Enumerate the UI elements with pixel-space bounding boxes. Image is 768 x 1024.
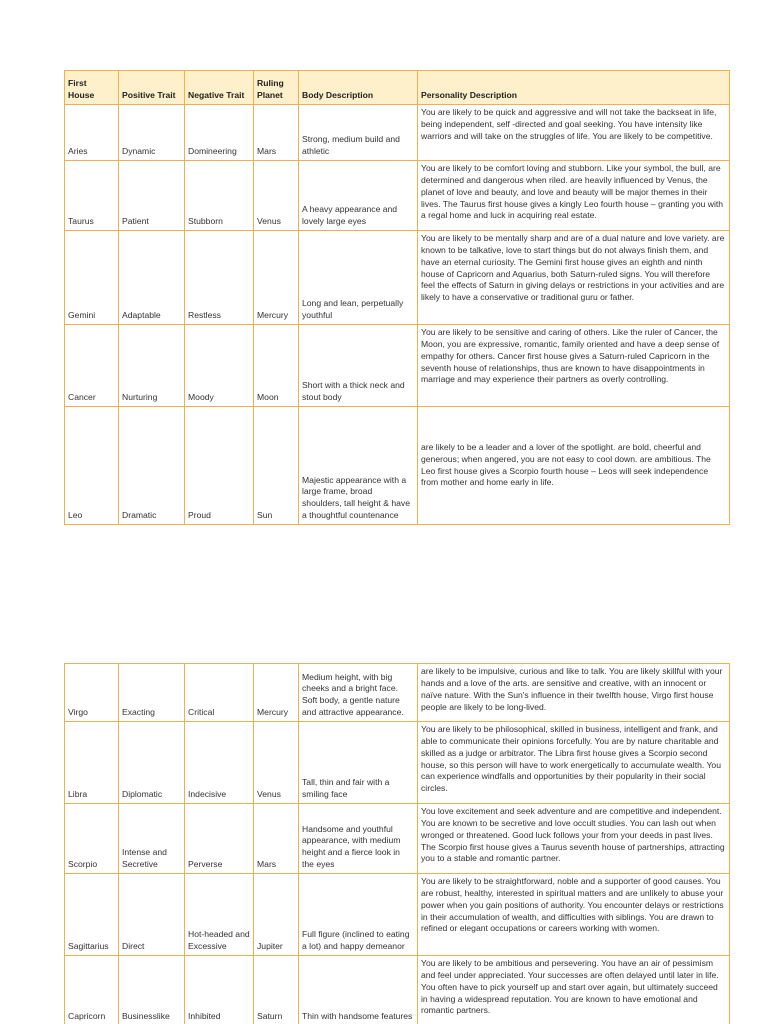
positive-trait-cell: Direct [119,874,185,956]
header-first-house: First House [65,71,119,105]
house-cell: Capricorn [65,956,119,1024]
house-cell: Sagittarius [65,874,119,956]
table-row [65,874,730,956]
header-positive-trait: Positive Trait [119,71,185,105]
house-cell: Gemini [65,231,119,325]
zodiac-table-top [64,70,730,525]
positive-trait-cell: Exacting [119,664,185,722]
positive-trait-cell: Diplomatic [119,722,185,804]
header-ruling-planet: Ruling Planet [254,71,299,105]
house-cell: Libra [65,722,119,804]
body-description-cell: Medium height, with big cheeks and a bright face. Soft body, a gentle nature and attractive appearance. [299,664,418,722]
header-body-description: Body Description [299,71,418,105]
positive-trait-cell: Businesslike [119,956,185,1024]
positive-trait-cell: Patient [119,161,185,231]
ruling-planet-cell: Mars [254,804,299,874]
personality-description-cell: You are likely to be straightforward, noble and a supporter of good causes. You are robust, healthy, interested in spiritual matters and are unlikely to abuse your power when you gain positions of authority. You encounter delays or restrictions in their accumulation of wealth, and difficulties with siblings. You are drawn to refined or elegant occupations or careers working with women. [418,874,730,956]
negative-trait-cell: Restless [185,231,254,325]
table-row [65,407,730,525]
negative-trait-cell: Indecisive [185,722,254,804]
positive-trait-cell: Dramatic [119,407,185,525]
ruling-planet-cell: Moon [254,325,299,407]
body-description-cell: Strong, medium build and athletic [299,105,418,161]
personality-description-cell: You are likely to be mentally sharp and are of a dual nature and love variety. are known to be talkative, love to start things but do not always finish them, and have an eternal curiosity. The Gemini first house gives an eighth and ninth house of Capricorn and Aquarius, both Saturn-ruled signs. You will therefore feel the effects of Saturn in giving delays or restrictions in your activities and are likely to have a conservative or traditional guru or father. [418,231,730,325]
negative-trait-cell: Inhibited [185,956,254,1024]
negative-trait-cell: Stubborn [185,161,254,231]
personality-description-cell: You are likely to be comfort loving and stubborn. Like your symbol, the bull, are determined and dangerous when riled. are heavily influenced by Venus, the planet of love and beauty, and love and beauty will be major themes in their lives. The Taurus first house gives a kingly Leo fourth house – granting you with a regal home and luck in acquiring real estate. [418,161,730,231]
table-row [65,231,730,325]
positive-trait-cell: Nurturing [119,325,185,407]
house-cell: Cancer [65,325,119,407]
personality-description-cell: are likely to be a leader and a lover of the spotlight. are bold, cheerful and generous; when angered, you are not easy to cool down. are ambitious. The Leo first house gives a Scorpio fourth house – Leos will seek independence from mother and home early in life. [418,407,730,525]
negative-trait-cell: Domineering [185,105,254,161]
house-cell: Aries [65,105,119,161]
house-cell: Taurus [65,161,119,231]
body-description-cell: Majestic appearance with a large frame, broad shoulders, tall height & have a thoughtful countenance [299,407,418,525]
personality-description-cell: You are likely to be philosophical, skilled in business, intelligent and frank, and able to communicate their opinions forcefully. You are by nature charitable and skilled as a judge or arbitrator. The Libra first house gives a Scorpio second house, so this person will have to work energetically to accumulate wealth. You can experience windfalls and opportunities by their popularity in their social circles. [418,722,730,804]
ruling-planet-cell: Sun [254,407,299,525]
negative-trait-cell: Critical [185,664,254,722]
house-cell: Virgo [65,664,119,722]
body-description-cell: Tall, thin and fair with a smiling face [299,722,418,804]
positive-trait-cell: Dynamic [119,105,185,161]
header-personality-description: Personality Description [418,71,730,105]
ruling-planet-cell: Venus [254,722,299,804]
ruling-planet-cell: Venus [254,161,299,231]
body-description-cell: Handsome and youthful appearance, with medium height and a fierce look in the eyes [299,804,418,874]
table-row [65,161,730,231]
positive-trait-cell: Intense and Secretive [119,804,185,874]
body-description-cell: Full figure (inclined to eating a lot) and happy demeanor [299,874,418,956]
table-row [65,722,730,804]
body-description-cell: Short with a thick neck and stout body [299,325,418,407]
header-negative-trait: Negative Trait [185,71,254,105]
house-cell: Leo [65,407,119,525]
negative-trait-cell: Moody [185,325,254,407]
ruling-planet-cell: Mars [254,105,299,161]
personality-description-cell: are likely to be impulsive, curious and like to talk. You are likely skillful with your hands and a love of the arts. are sensitive and creative, with an innocent or naïve nature. With the Sun's influence in their twelfth house, Virgo first house people are likely to be long-lived. [418,664,730,722]
table-header-row [65,71,730,105]
personality-description-cell: You love excitement and seek adventure and are competitive and independent. You are known to be secretive and love occult studies. You can lash out when wronged or threatened. Good luck follows your from your deeds in past lives. The Scorpio first house gives a Taurus seventh house of partnerships, attracting you to a stable and romantic partner. [418,804,730,874]
negative-trait-cell: Perverse [185,804,254,874]
personality-description-cell: You are likely to be ambitious and persevering. You have an air of pessimism and feel under appreciated. Your successes are often delayed until later in life. You often have to pick yourself up and start over again, but ultimately succeed in having a widespread reputation. You are known to have emotional and romantic partners. [418,956,730,1024]
positive-trait-cell: Adaptable [119,231,185,325]
table-row [65,804,730,874]
house-cell: Scorpio [65,804,119,874]
body-description-cell: Thin with handsome features [299,956,418,1024]
ruling-planet-cell: Saturn [254,956,299,1024]
table-row [65,325,730,407]
table-row [65,105,730,161]
negative-trait-cell: Proud [185,407,254,525]
table-row [65,664,730,722]
negative-trait-cell: Hot-headed and Excessive [185,874,254,956]
ruling-planet-cell: Jupiter [254,874,299,956]
zodiac-table-bottom [64,663,730,1024]
body-description-cell: Long and lean, perpetually youthful [299,231,418,325]
table-row [65,956,730,1024]
personality-description-cell: You are likely to be quick and aggressive and will not take the backseat in life, being independent, self -directed and goal seeking. You have intensity like warriors and will take on the struggles of life. You are likely to be competitive. [418,105,730,161]
personality-description-cell: You are likely to be sensitive and caring of others. Like the ruler of Cancer, the Moon, you are expressive, romantic, family oriented and have a deep sense of empathy for others. Cancer first house gives a Saturn-ruled Capricorn in the seventh house of relationships, thus are known to have disappointments in marriage and may experience their partners as overly controlling. [418,325,730,407]
ruling-planet-cell: Mercury [254,231,299,325]
body-description-cell: A heavy appearance and lovely large eyes [299,161,418,231]
ruling-planet-cell: Mercury [254,664,299,722]
